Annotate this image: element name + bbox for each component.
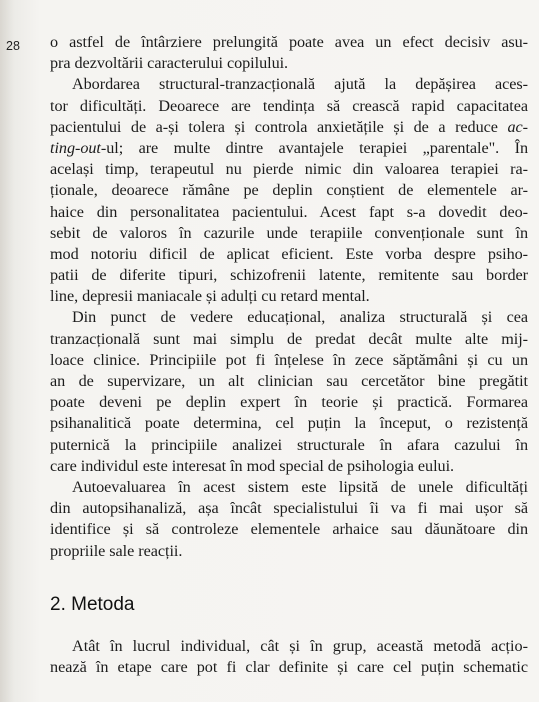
text-line: line, depresii maniacale și adulți cu retard mental. <box>50 287 370 306</box>
text-line: Atât în lucrul individual, cât și în grup, această metodă acțio- <box>72 637 528 655</box>
page-number: 28 <box>6 39 20 53</box>
body-text <box>50 32 528 562</box>
text-line: puternică la principiile analizei structurale în afara cazului în <box>50 435 528 454</box>
text-line: Din punct de vedere educațional, analiza structurală și cea <box>72 308 528 327</box>
text-line: Abordarea structural-tranzacțională ajută la depășirea aces- <box>72 75 528 94</box>
text-line: ționale, deoarece rămâne pe deplin conștient de elementele ar- <box>50 181 528 200</box>
text-line: din autopsihanaliză, așa încât specialistului îi va fi mai ușor să <box>50 499 528 518</box>
text-line: loace clinice. Principiile pot fi înțelese în zece săptămâni și cu un <box>50 350 528 369</box>
text-line: psihanalitică poate determina, cel puțin la început, o rezistență <box>50 414 528 433</box>
text-line: sebit de valoros în cazurile unde terapiile convenționale sunt în <box>50 223 528 242</box>
text-line: ting-out-ul; are multe dintre avantajele terapiei „parentale". În <box>50 138 528 157</box>
text-line: tranzacțională sunt mai simplu de predat decât multe alte mij- <box>50 329 528 348</box>
text-line: an de supervizare, un alt clinician sau cercetător bine pregătit <box>50 372 528 390</box>
text-line: identifice și să controleze elementele arhaice sau dăunătoare din <box>50 520 528 539</box>
text-line: propriile sale reacții. <box>50 541 183 560</box>
text-line: pra dezvoltării caracterului copilului. <box>50 54 289 73</box>
text-line: poate deveni pe deplin expert în teorie și practică. Formarea <box>50 393 528 412</box>
text-line: o astfel de întârziere prelungită poate avea un efect decisiv asu- <box>50 33 528 51</box>
body-text-after-heading <box>50 636 528 678</box>
text-line: care individul este interesat în mod special de psihologia eului. <box>50 456 455 475</box>
text-line: tor dificultăți. Deoarece are tendința să crească rapid capacitatea <box>50 96 528 115</box>
text-line: haice din personalitatea pacientului. Acest fapt s-a dovedit deo- <box>50 202 528 221</box>
text-line: același timp, terapeutul nu pierde nimic din valoarea terapiei ra- <box>50 160 528 179</box>
text-line: pacientului de a-și tolera și controla anxietățile și de a reduce ac- <box>50 117 528 136</box>
text-line: Autoevaluarea în acest sistem este lipsită de unele dificultăți <box>72 477 528 496</box>
text-line: nează în etape care pot fi clar definite și care cel puțin schematic <box>50 658 528 677</box>
section-heading: 2. Metoda <box>50 594 135 615</box>
text-line: patii de diferite tipuri, schizofrenii latente, remitente sau border <box>50 266 528 285</box>
text-line: mod notoriu dificil de aplicat eficient. Este vorba despre psiho- <box>50 244 528 263</box>
